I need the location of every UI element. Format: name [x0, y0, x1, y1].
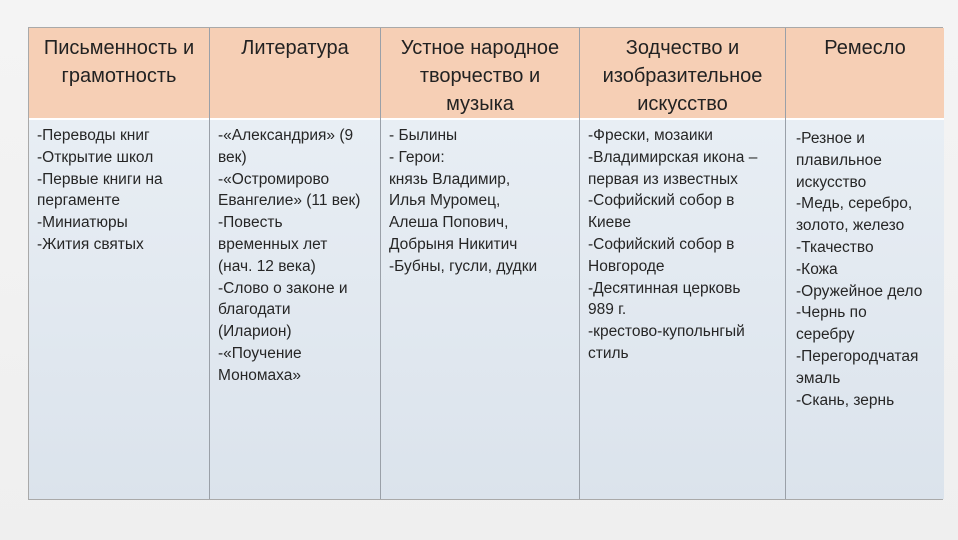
column-body [29, 120, 209, 499]
cell-line: -Переводы книг [37, 127, 150, 144]
cell-line: -Открытие школ [37, 148, 154, 166]
column-header [210, 28, 380, 120]
cell-line: -Фрески, мозаики [588, 127, 713, 144]
cell-line: -Слово о законе и [218, 279, 348, 297]
header-line: грамотность [61, 65, 177, 87]
cell-line: искусство [796, 173, 867, 191]
cell-line: Киеве [588, 214, 631, 232]
cell-line: -Владимирская икона – [588, 148, 758, 166]
column-header [786, 28, 944, 120]
column-folk-art-music [381, 28, 580, 499]
cell-line: -Медь, серебро, [796, 195, 913, 213]
cell-line: -Кожа [796, 260, 838, 278]
cell-line: (нач. 12 века) [218, 257, 316, 275]
cell-line: пергаменте [37, 192, 120, 210]
column-header [580, 28, 785, 120]
cell-line: - Былины [389, 127, 458, 144]
header-line: Письменность и [43, 37, 195, 59]
cell-line: -Скань, зернь [796, 391, 895, 409]
cell-line: -Резное и [796, 130, 865, 147]
column-header [381, 28, 579, 120]
cell-line: -Бубны, гусли, дудки [389, 257, 538, 275]
column-body [786, 120, 944, 499]
cell-line: эмаль [796, 369, 841, 387]
cell-line: -Жития святых [37, 235, 144, 253]
header-line: Зодчество и [625, 37, 740, 59]
header-line: Устное народное [400, 37, 560, 59]
cell-line: -«Остромирово [218, 170, 330, 188]
cell-line: Илья Муромец, [389, 192, 501, 210]
column-literature [210, 28, 381, 499]
header-line: Литература [241, 37, 349, 59]
cell-line: первая из известных [588, 170, 738, 188]
cell-line: -Повесть [218, 214, 283, 232]
column-architecture-art [580, 28, 786, 499]
cell-line: князь Владимир, [389, 170, 511, 188]
cell-line: -Софийский собор в [588, 235, 735, 253]
column-body [381, 120, 579, 499]
cell-line: благодати [218, 301, 291, 319]
cell-line: серебру [796, 326, 855, 344]
cell-line: Добрыня Никитич [389, 235, 518, 253]
cell-line: век) [218, 148, 247, 166]
header-line: изобразительное [602, 65, 763, 87]
column-body [210, 120, 380, 499]
column-header [29, 28, 209, 120]
cell-line: 989 г. [588, 301, 627, 319]
column-crafts [786, 28, 944, 499]
cell-line: Алеша Попович, [389, 214, 509, 232]
column-body [580, 120, 785, 499]
cell-line: плавильное [796, 151, 882, 169]
cell-line: -Первые книги на [37, 170, 163, 188]
cell-line: -Оружейное дело [796, 282, 923, 300]
cell-line: -Софийский собор в [588, 192, 735, 210]
cell-line: золото, железо [796, 217, 905, 235]
header-line: музыка [446, 93, 514, 115]
cell-line: -«Александрия» (9 [218, 127, 354, 144]
cell-line: -Чернь по [796, 304, 867, 322]
cell-line: -Перегородчатая [796, 347, 919, 365]
header-line: Ремесло [824, 37, 906, 59]
cell-line: -Десятинная церковь [588, 279, 741, 297]
cell-line: временных лет [218, 235, 328, 253]
column-writing-literacy [29, 28, 210, 499]
header-line: искусство [637, 93, 728, 115]
cell-line: стиль [588, 344, 629, 362]
cell-line: -крестово-купольнгый [588, 323, 745, 341]
cell-line: -«Поучение [218, 344, 302, 362]
cell-line: -Ткачество [796, 238, 874, 256]
cell-line: Мономаха» [218, 366, 301, 384]
header-line: творчество и [419, 65, 541, 87]
culture-table [28, 27, 943, 500]
cell-line: Евангелие» (11 век) [218, 192, 361, 210]
cell-line: - Герои: [389, 148, 445, 166]
cell-line: (Иларион) [218, 323, 292, 341]
cell-line: -Миниатюры [37, 214, 128, 232]
cell-line: Новгороде [588, 257, 665, 275]
